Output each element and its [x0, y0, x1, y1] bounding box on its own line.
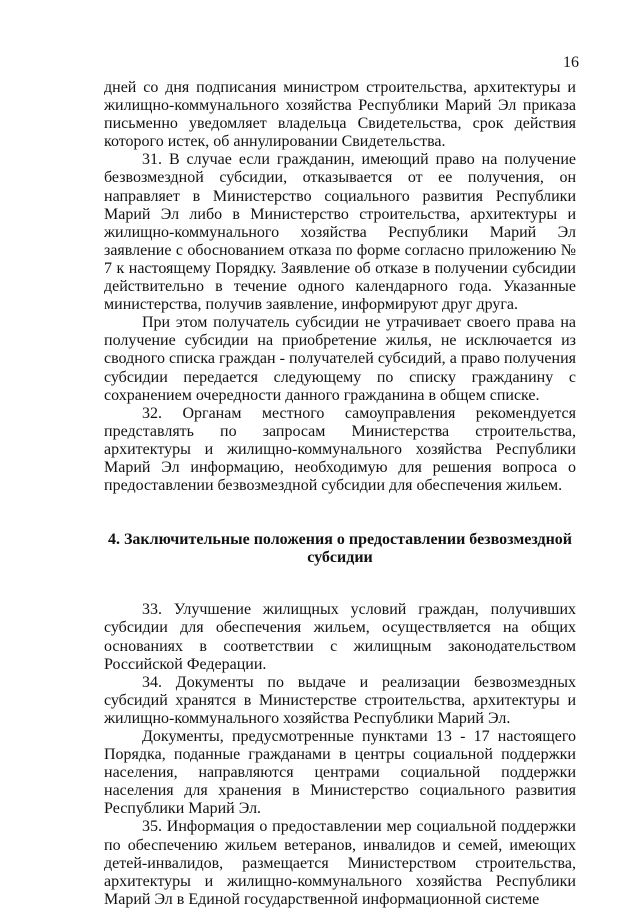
page-number: 16 [563, 54, 579, 71]
paragraph-item-34-note: Документы, предусмотренные пунктами 13 - 17 настоящего Порядка, поданные гражданами в центры социальной поддержки населения, направляются центрами социальной поддержки населения для хранения в Министерство социального развития Республики Марий Эл. [104, 728, 576, 818]
paragraph-continuation: дней со дня подписания министром строительства, архитектуры и жилищно-коммунального хозяйства Республики Марий Эл приказа письменно уведомляет владельца Свидетельства, срок действия которого истек, об аннулировании Свидетельства. [104, 79, 576, 151]
paragraph-item-31-note: При этом получатель субсидии не утрачивает своего права на получение субсидии на приобретение жилья, не исключается из сводного списка граждан - получателей субсидий, а право получения субсидии передается следующему по списку гражданину с сохранением очередности данного гражданина в общем списке. [104, 314, 576, 404]
paragraph-item-33: 33. Улучшение жилищных условий граждан, получивших субсидии для обеспечения жильем, осуществляется на общих основаниях в соответствии с жилищным законодательством Российской Федерации. [104, 601, 576, 673]
paragraph-item-31: 31. В случае если гражданин, имеющий право на получение безвозмездной субсидии, отказывается от ее получения, он направляет в Министерство социального развития Республики Марий Эл либо в Министерство строительства, архитектуры и жилищно-коммунального хозяйства Республики Марий Эл заявление с обоснованием отказа по форме согласно приложению № 7 к настоящему Порядку. Заявление об отказе в получении субсидии действительно в течение одного календарного года. Указанные министерства, получив заявление, информируют друг друга. [104, 151, 576, 314]
section-heading: 4. Заключительные положения о предоставлении безвозмездной субсидии [107, 531, 573, 567]
paragraph-item-32: 32. Органам местного самоуправления рекомендуется представлять по запросам Министерства строительства, архитектуры и жилищно-коммунального хозяйства Республики Марий Эл информацию, необходимую для решения вопроса о предоставлении безвозмездной субсидии для обеспечения жильем. [104, 404, 576, 495]
spacer [104, 495, 576, 531]
paragraph-item-35: 35. Информация о предоставлении мер социальной поддержки по обеспечению жильем ветеранов, инвалидов и семей, имеющих детей-инвалидов, размещается Министерством строительства, архитектуры и жилищно-коммунального хозяйства Республики Марий Эл в Единой государственной информационной системе [104, 818, 576, 908]
document-body [104, 79, 576, 909]
paragraph-item-34: 34. Документы по выдаче и реализации безвозмездных субсидий хранятся в Министерстве строительства, архитектуры и жилищно-коммунального хозяйства Республики Марий Эл. [104, 673, 576, 727]
spacer [104, 567, 576, 601]
